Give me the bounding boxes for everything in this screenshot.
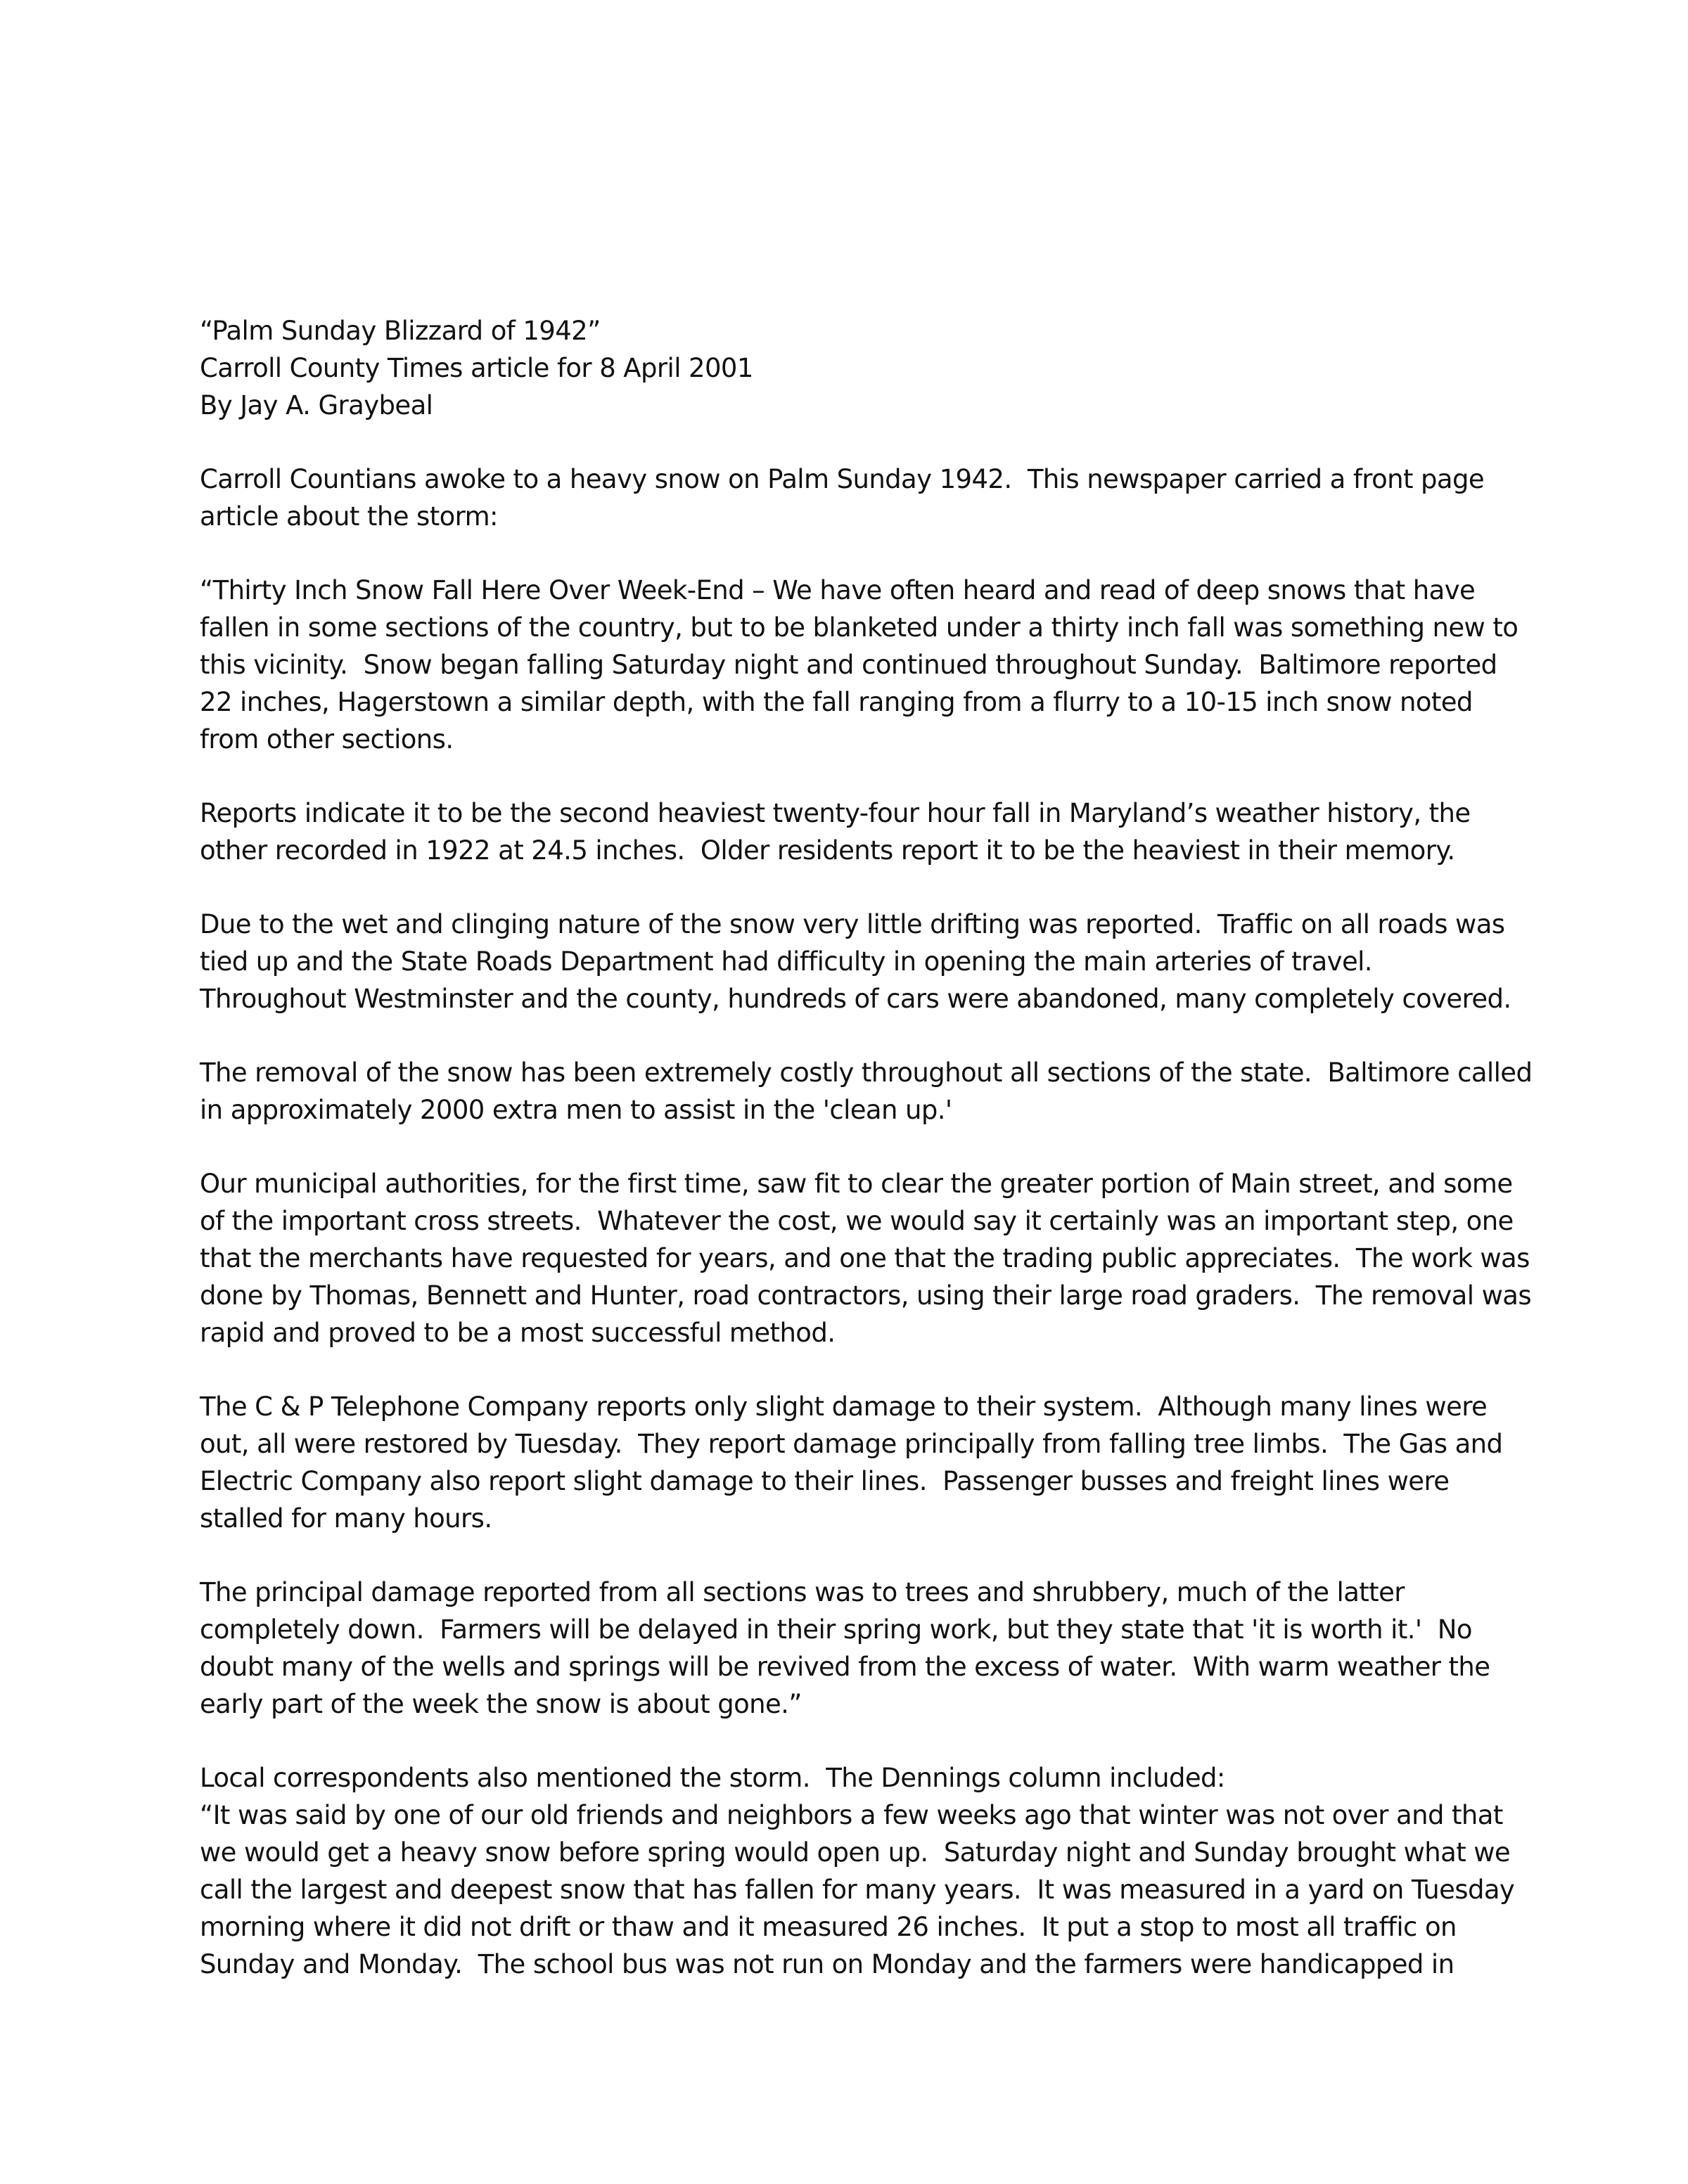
text-line: Carroll Countians awoke to a heavy snow on Palm Sunday 1942. This newspaper carried a front page bbox=[200, 464, 1485, 494]
text-line: Electric Company also report slight damage to their lines. Passenger busses and freight lines were bbox=[200, 1466, 1450, 1496]
article-byline: By Jay A. Graybeal bbox=[200, 390, 433, 420]
paragraph-list bbox=[200, 461, 1533, 1983]
text-line: 22 inches, Hagerstown a similar depth, with the fall ranging from a flurry to a 10-15 inch snow noted bbox=[200, 687, 1473, 717]
paragraph bbox=[200, 461, 1522, 535]
text-line: Our municipal authorities, for the first time, saw fit to clear the greater portion of Main street, and some bbox=[200, 1169, 1513, 1199]
text-line: “Thirty Inch Snow Fall Here Over Week-End – We have often heard and read of deep snows that have bbox=[200, 575, 1476, 605]
text-line: other recorded in 1922 at 24.5 inches. Older residents report it to be the heaviest in their memory. bbox=[200, 835, 1455, 866]
text-line: from other sections. bbox=[200, 724, 454, 754]
paragraph-gap bbox=[200, 1129, 1522, 1165]
text-line: this vicinity. Snow began falling Saturday night and continued throughout Sunday. Baltimore reported bbox=[200, 650, 1497, 680]
paragraph bbox=[200, 795, 1522, 869]
paragraph bbox=[200, 1054, 1533, 1129]
paragraph-gap bbox=[200, 758, 1522, 795]
paragraph bbox=[200, 572, 1522, 758]
text-line: morning where it did not drift or thaw and it measured 26 inches. It put a stop to most all traffic on bbox=[200, 1912, 1457, 1942]
article-title: “Palm Sunday Blizzard of 1942” bbox=[200, 316, 601, 346]
text-line: The C & P Telephone Company reports only slight damage to their system. Although many lines were bbox=[200, 1392, 1488, 1422]
paragraph bbox=[200, 906, 1522, 1017]
text-line: completely down. Farmers will be delayed in their spring work, but they state that 'it is worth it.' No bbox=[200, 1614, 1472, 1645]
paragraph-gap bbox=[200, 1351, 1522, 1388]
text-line: Sunday and Monday. The school bus was not run on Monday and the farmers were handicapped in bbox=[200, 1949, 1454, 1979]
paragraph bbox=[200, 1165, 1532, 1351]
text-line: in approximately 2000 extra men to assist in the 'clean up.' bbox=[200, 1095, 952, 1125]
text-line: The removal of the snow has been extremely costly throughout all sections of the state. Baltimore called bbox=[200, 1058, 1533, 1088]
paragraph bbox=[200, 1388, 1522, 1537]
text-line: rapid and proved to be a most successful method. bbox=[200, 1318, 836, 1348]
text-line: The principal damage reported from all sections was to trees and shrubbery, much of the latter bbox=[200, 1577, 1405, 1607]
text-line: stalled for many hours. bbox=[200, 1503, 492, 1534]
text-line: Throughout Westminster and the county, hundreds of cars were abandoned, many completely covered. bbox=[200, 984, 1511, 1014]
paragraph-gap bbox=[200, 1017, 1522, 1054]
text-line: “It was said by one of our old friends and neighbors a few weeks ago that winter was not over and that bbox=[200, 1800, 1503, 1830]
text-line: done by Thomas, Bennett and Hunter, road contractors, using their large road graders. The removal was bbox=[200, 1280, 1532, 1311]
text-line: that the merchants have requested for years, and one that the trading public appreciates. The work was bbox=[200, 1243, 1530, 1273]
paragraph bbox=[200, 1574, 1522, 1723]
text-line: of the important cross streets. Whatever the cost, we would say it certainly was an important step, one bbox=[200, 1206, 1514, 1236]
text-line: call the largest and deepest snow that has fallen for many years. It was measured in a yard on Tuesday bbox=[200, 1875, 1515, 1905]
paragraph bbox=[200, 1759, 1522, 1983]
article-subtitle: Carroll County Times article for 8 April 2001 bbox=[200, 353, 753, 383]
paragraph-gap bbox=[200, 424, 1522, 461]
text-line: doubt many of the wells and springs will be revived from the excess of water. With warm weather the bbox=[200, 1652, 1490, 1682]
text-line: Reports indicate it to be the second heaviest twenty-four hour fall in Maryland’s weather history, the bbox=[200, 798, 1471, 828]
paragraph-gap bbox=[200, 869, 1522, 906]
paragraph-gap bbox=[200, 535, 1522, 572]
paragraph-gap bbox=[200, 1723, 1522, 1759]
text-line: Local correspondents also mentioned the storm. The Dennings column included: bbox=[200, 1763, 1225, 1793]
text-line: tied up and the State Roads Department had difficulty in opening the main arteries of travel. bbox=[200, 946, 1372, 977]
article-body bbox=[200, 312, 1533, 1983]
text-line: early part of the week the snow is about gone.” bbox=[200, 1689, 802, 1719]
paragraph-gap bbox=[200, 1537, 1522, 1574]
text-line: Due to the wet and clinging nature of the snow very little drifting was reported. Traffic on all roads was bbox=[200, 909, 1505, 939]
text-line: we would get a heavy snow before spring would open up. Saturday night and Sunday brought what we bbox=[200, 1837, 1511, 1868]
text-line: article about the storm: bbox=[200, 501, 498, 532]
text-line: fallen in some sections of the country, but to be blanketed under a thirty inch fall was something new to bbox=[200, 612, 1518, 643]
text-line: out, all were restored by Tuesday. They report damage principally from falling tree limbs. The Gas and bbox=[200, 1429, 1503, 1459]
